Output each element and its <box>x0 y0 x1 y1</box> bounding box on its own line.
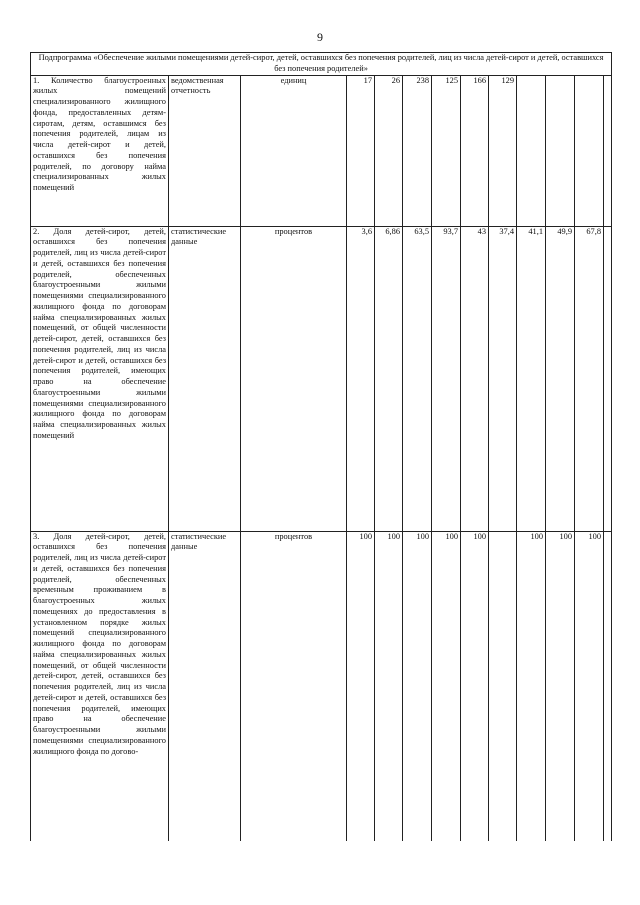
value-cell: 238 <box>403 75 432 226</box>
empty-cell <box>604 75 612 226</box>
data-source: ведомственная отчетность <box>169 75 241 226</box>
indicator-name: 2. Доля детей-сирот, детей, оставшихся без попечения родителей, лиц из числа детей-сирот и детей, оставшихся без попечения родителей, обеспеченных благоустроенными жилыми помещениями специализированного жилищного фонда по договорам найма специализированных жилых помещений, от общей численности детей-сирот, детей, оставшихся без попечения родителей, лиц из числа детей-сирот и детей, оставшихся без попечения родителей, имеющих право на обеспечение благоустроенными жилыми помещениями специализированного жилищного фонда по договорам найма специализированных жилых помещений <box>31 226 169 531</box>
value-cell: 100 <box>403 531 432 841</box>
value-cell <box>575 75 604 226</box>
empty-cell <box>604 531 612 841</box>
value-cell: 26 <box>375 75 403 226</box>
indicators-table <box>30 52 612 841</box>
value-cell: 43 <box>461 226 489 531</box>
value-cell: 100 <box>461 531 489 841</box>
value-cell <box>546 75 575 226</box>
value-cell <box>517 75 546 226</box>
value-cell: 100 <box>347 531 375 841</box>
value-cell <box>489 531 517 841</box>
value-cell: 129 <box>489 75 517 226</box>
value-cell: 37,4 <box>489 226 517 531</box>
value-cell: 100 <box>575 531 604 841</box>
value-cell: 166 <box>461 75 489 226</box>
value-cell: 3,6 <box>347 226 375 531</box>
table-row <box>31 226 612 531</box>
unit: единиц <box>241 75 347 226</box>
value-cell: 93,7 <box>432 226 461 531</box>
value-cell: 100 <box>546 531 575 841</box>
subprogram-header: Подпрограмма «Обеспечение жилыми помещениями детей-сирот, детей, оставшихся без попечения родителей, лиц из числа детей-сирот и детей, оставшихся без попечения родителей» <box>31 53 612 76</box>
page-number: 9 <box>317 30 323 44</box>
unit: процентов <box>241 531 347 841</box>
value-cell: 100 <box>375 531 403 841</box>
value-cell: 100 <box>432 531 461 841</box>
value-cell: 41,1 <box>517 226 546 531</box>
value-cell: 49,9 <box>546 226 575 531</box>
table-row <box>31 531 612 841</box>
value-cell: 67,8 <box>575 226 604 531</box>
table-row <box>31 75 612 226</box>
value-cell: 17 <box>347 75 375 226</box>
value-cell: 125 <box>432 75 461 226</box>
data-source: статистические данные <box>169 531 241 841</box>
value-cell: 100 <box>517 531 546 841</box>
indicator-name: 1. Количество благоустроенных жилых помещений специализированного жилищного фонда, предоставленных детям-сиротам, детям, оставшимся без попечения родителей, лицам из числа детей-сирот и детей, оставшихся без попечения родителей, по договору найма специализированных жилых помещений <box>31 75 169 226</box>
data-source: статистические данные <box>169 226 241 531</box>
unit: процентов <box>241 226 347 531</box>
value-cell: 6,86 <box>375 226 403 531</box>
subprogram-header-row <box>31 53 612 76</box>
indicator-name: 3. Доля детей-сирот, детей, оставшихся без попечения родителей, лиц из числа детей-сирот и детей, оставшихся без попечения родителей, обеспеченных временным проживанием в благоустроенных жилых помещениях до предоставления в установленном порядке жилых помещений специализированного жилищного фонда по договорам найма специализированных жилых помещений, от общей численности детей-сирот, детей, оставшихся без попечения родителей, лиц из числа детей-сирот и детей, оставшихся без попечения родителей, имеющих право на обеспечение благоустроенными жилыми помещениями специализированного жилищного фонда по догово- <box>31 531 169 841</box>
empty-cell <box>604 226 612 531</box>
value-cell: 63,5 <box>403 226 432 531</box>
